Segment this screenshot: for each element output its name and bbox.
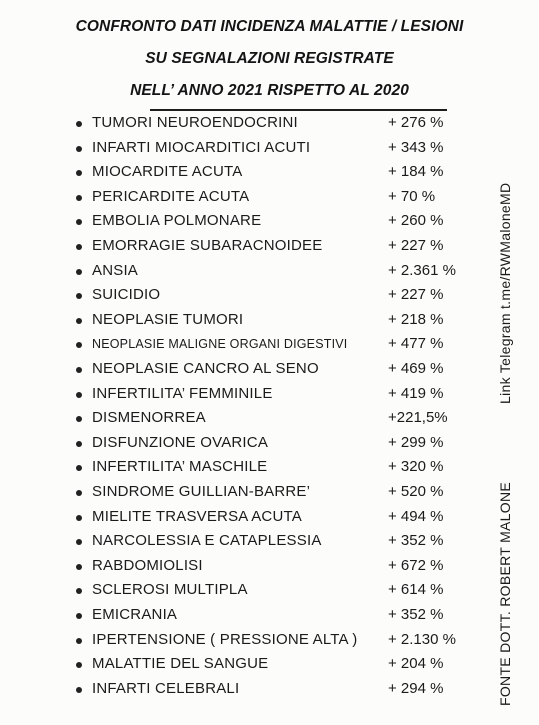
- title-underline: [150, 109, 447, 111]
- increase-value: + 227 %: [388, 286, 444, 304]
- condition-label: EMBOLIA POLMONARE: [92, 212, 262, 230]
- condition-label: NEOPLASIE TUMORI: [92, 310, 244, 328]
- list-item: [0, 506, 480, 530]
- condition-label: NARCOLESSIA E CATAPLESSIA: [92, 532, 322, 550]
- bullet-icon: [76, 244, 82, 250]
- increase-value: + 2.130 %: [388, 630, 456, 648]
- telegram-link-text: Link Telegram t.me/RWMaloneMD: [497, 182, 513, 404]
- increase-value: + 320 %: [388, 458, 444, 476]
- bullet-icon: [76, 564, 82, 570]
- increase-value: + 204 %: [388, 655, 444, 673]
- list-item: [0, 629, 480, 653]
- condition-label: SUICIDIO: [92, 286, 161, 304]
- condition-label: SINDROME GUILLIAN-BARRE’: [92, 483, 311, 500]
- bullet-icon: [76, 490, 82, 496]
- bullet-icon: [76, 539, 82, 545]
- condition-label: DISMENORREA: [92, 409, 206, 427]
- increase-value: + 352 %: [388, 606, 444, 623]
- bullet-icon: [76, 588, 82, 594]
- increase-value: + 477 %: [388, 335, 444, 353]
- list-item: [0, 161, 480, 185]
- increase-value: + 260 %: [388, 212, 444, 230]
- increase-value: + 343 %: [388, 138, 444, 156]
- increase-value: + 227 %: [388, 237, 444, 254]
- list-item: [0, 210, 480, 234]
- list-item: [0, 555, 480, 579]
- bullet-icon: [76, 121, 82, 127]
- increase-value: + 614 %: [388, 581, 444, 599]
- increase-value: + 299 %: [388, 433, 444, 451]
- list-item: [0, 137, 480, 161]
- condition-label: MIOCARDITE ACUTA: [92, 163, 243, 181]
- condition-label: MALATTIE DEL SANGUE: [92, 655, 269, 673]
- increase-value: + 184 %: [388, 163, 444, 181]
- list-item: [0, 333, 480, 357]
- list-item: [0, 309, 480, 333]
- bullet-icon: [76, 170, 82, 176]
- bullet-icon: [76, 613, 82, 619]
- condition-label: NEOPLASIE MALIGNE ORGANI DIGESTIVI: [92, 337, 348, 352]
- condition-label: IPERTENSIONE ( PRESSIONE ALTA ): [92, 630, 358, 648]
- list-item: [0, 579, 480, 603]
- increase-value: + 419 %: [388, 384, 444, 402]
- condition-label: RABDOMIOLISI: [92, 556, 203, 574]
- bullet-icon: [76, 416, 82, 422]
- list-item: [0, 456, 480, 480]
- bullet-icon: [76, 269, 82, 275]
- bullet-icon: [76, 687, 82, 693]
- list-item: [0, 284, 480, 308]
- list-item: [0, 604, 480, 628]
- condition-label: ANSIA: [92, 261, 139, 279]
- list-item: [0, 407, 480, 431]
- condition-label: INFARTI MIOCARDITICI ACUTI: [92, 138, 311, 156]
- bullet-icon: [76, 515, 82, 521]
- condition-label: INFERTILITA’ MASCHILE: [92, 458, 268, 476]
- bullet-icon: [76, 638, 82, 644]
- increase-value: + 294 %: [388, 679, 444, 697]
- bullet-icon: [76, 318, 82, 324]
- list-item: [0, 432, 480, 456]
- bullet-icon: [76, 367, 82, 373]
- condition-label: MIELITE TRASVERSA ACUTA: [92, 507, 302, 525]
- increase-value: + 469 %: [388, 360, 444, 377]
- condition-label: SCLEROSI MULTIPLA: [92, 581, 248, 599]
- list-item: [0, 481, 480, 505]
- condition-label: EMICRANIA: [92, 606, 178, 623]
- condition-label: EMORRAGIE SUBARACNOIDEE: [92, 237, 323, 254]
- condition-label: INFERTILITA’ FEMMINILE: [92, 384, 273, 402]
- list-item: [0, 530, 480, 554]
- bullet-icon: [76, 146, 82, 152]
- bullet-icon: [76, 465, 82, 471]
- increase-value: + 70 %: [388, 187, 436, 205]
- list-item: [0, 358, 480, 382]
- list-item: [0, 235, 480, 259]
- list-item: [0, 383, 480, 407]
- bullet-icon: [76, 392, 82, 398]
- bullet-icon: [76, 441, 82, 447]
- bullet-icon: [76, 662, 82, 668]
- condition-label: PERICARDITE ACUTA: [92, 187, 250, 205]
- condition-label: TUMORI NEUROENDOCRINI: [92, 114, 298, 131]
- increase-value: + 2.361 %: [388, 261, 456, 279]
- page-title-line-2: SU SEGNALAZIONI REGISTRATE: [145, 50, 394, 67]
- condition-label: INFARTI CELEBRALI: [92, 679, 240, 697]
- list-item: [0, 678, 480, 702]
- bullet-icon: [76, 219, 82, 225]
- increase-value: + 276 %: [388, 114, 444, 131]
- increase-value: + 218 %: [388, 310, 444, 328]
- increase-value: + 494 %: [388, 507, 444, 525]
- increase-value: + 352 %: [388, 532, 444, 550]
- list-item: [0, 653, 480, 677]
- bullet-icon: [76, 195, 82, 201]
- bullet-icon: [76, 342, 82, 348]
- list-item: [0, 112, 480, 136]
- page-title-line-1: CONFRONTO DATI INCIDENZA MALATTIE / LESIONI: [75, 18, 464, 35]
- increase-value: +221,5%: [388, 409, 448, 427]
- bullet-icon: [76, 293, 82, 299]
- source-credit-text: FONTE DOTT. ROBERT MALONE: [497, 481, 513, 706]
- condition-label: DISFUNZIONE OVARICA: [92, 433, 269, 451]
- list-item: [0, 186, 480, 210]
- increase-value: + 672 %: [388, 556, 444, 574]
- condition-label: NEOPLASIE CANCRO AL SENO: [92, 360, 319, 377]
- list-item: [0, 260, 480, 284]
- increase-value: + 520 %: [388, 483, 444, 500]
- page-title-line-3: NELL’ ANNO 2021 RISPETTO AL 2020: [130, 82, 409, 99]
